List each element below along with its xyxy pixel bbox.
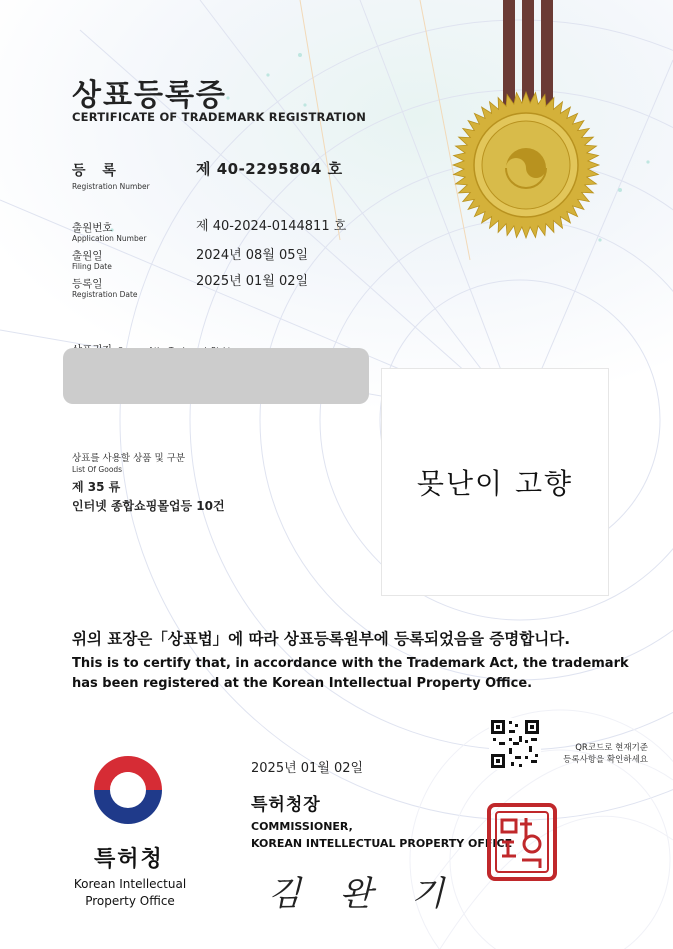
kipo-name-en-line1: Korean Intellectual bbox=[73, 877, 187, 891]
trademark-text: 못난이 고향 bbox=[416, 467, 574, 500]
trademark-box bbox=[381, 368, 609, 596]
filing-label-en: Filing Date bbox=[72, 262, 112, 271]
certificate-title: 상표등록증 bbox=[72, 78, 227, 113]
goods-label-en: List Of Goods bbox=[72, 465, 123, 474]
certification-text-en-line2: has been registered at the Korean Intellectual Property Office. bbox=[72, 676, 533, 691]
registration-date: 2025년 01월 02일 bbox=[196, 274, 309, 289]
goods-class: 제 35 류 bbox=[72, 480, 121, 494]
filing-date: 2024년 08월 05일 bbox=[196, 248, 309, 263]
application-label-en: Application Number bbox=[72, 234, 147, 243]
registration-date-label: 등록일 bbox=[72, 278, 103, 290]
commissioner-title-en-line1: COMMISSIONER, bbox=[251, 820, 353, 833]
certification-text-ko: 위의 표장은「상표법」에 따라 상표등록원부에 등록되었음을 증명합니다. bbox=[72, 630, 571, 648]
official-stamp-icon bbox=[486, 802, 558, 882]
kipo-logo-text: 특허청 bbox=[94, 847, 164, 872]
owner-redacted bbox=[63, 348, 369, 404]
gold-seal bbox=[443, 90, 609, 240]
filing-label: 출원일 bbox=[72, 250, 103, 262]
qr-note bbox=[530, 742, 648, 766]
commissioner-title-ko: 특허청장 bbox=[251, 795, 321, 815]
application-label: 출원번호 bbox=[72, 222, 113, 234]
certification-text-en-line1: This is to certify that, in accordance with the Trademark Act, the trademark bbox=[72, 656, 629, 671]
registration-number: 제 40-2295804 호 bbox=[196, 160, 343, 178]
kipo-name-en bbox=[62, 876, 198, 910]
kipo-logo-icon bbox=[90, 752, 166, 828]
goods-description: 인터넷 종합쇼핑몰업등 10건 bbox=[72, 499, 225, 513]
registration-label-en: Registration Number bbox=[72, 182, 150, 191]
registration-label: 등 록 bbox=[72, 163, 122, 179]
goods-label: 상표를 사용할 상품 및 구분 bbox=[72, 453, 186, 464]
commissioner-title-en-line2: KOREAN INTELLECTUAL PROPERTY OFFICE bbox=[251, 837, 513, 850]
issue-date: 2025년 01월 02일 bbox=[251, 761, 364, 776]
qr-note-line1: QR코드로 현재기준 bbox=[575, 743, 648, 753]
commissioner-signature: 김 완 기 bbox=[268, 874, 459, 914]
application-number: 제 40-2024-0144811 호 bbox=[196, 219, 347, 234]
qr-note-line2: 등록사항을 확인하세요 bbox=[563, 755, 648, 765]
certificate-title-en: CERTIFICATE OF TRADEMARK REGISTRATION bbox=[72, 110, 367, 124]
registration-date-label-en: Registration Date bbox=[72, 290, 138, 299]
kipo-name-en-line2: Property Office bbox=[85, 894, 175, 908]
